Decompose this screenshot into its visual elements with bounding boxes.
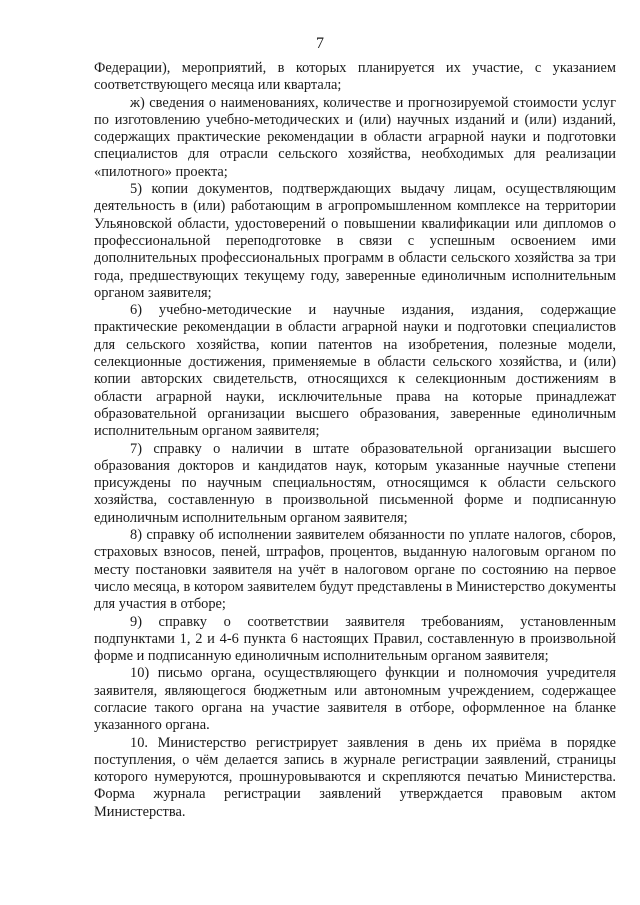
paragraph-item-10: 10) письмо органа, осуществляющего функции и полномочия учредителя заявителя, являющегося бюджетным или автономным учреждением, содержащее согласие такого органа на участие заявителя в отборе, оформленное на бланке указанного органа.	[94, 665, 616, 734]
paragraph-item-zh: ж) сведения о наименованиях, количестве и прогнозируемой стоимости услуг по изготовлению учебно-методических и (или) научных изданий и (или) изданий, содержащих практические рекомендации в области аграрной науки и подготовки специалистов для отрасли сельского хозяйства, необходимых для реализации «пилотного» проекта;	[94, 94, 616, 180]
paragraph-item-5: 5) копии документов, подтверждающих выдачу лицам, осуществляющим деятельность в (или) работающим в агропромышленном комплексе на территории Ульяновской области, удостоверений о повышении квалификации или дипломов о профессиональной переподготовке в связи с успешным освоением ими дополнительных профессиональных программ в области сельского хозяйства за три года, предшествующих текущему году, заверенные единоличным исполнительным органом заявителя;	[94, 181, 616, 301]
paragraph-continuation: Федерации), мероприятий, в которых планируется их участие, с указанием соответствующего месяца или квартала;	[94, 60, 616, 94]
document-body	[94, 60, 616, 821]
paragraph-clause-10: 10. Министерство регистрирует заявления в день их приёма в порядке поступления, о чём делается запись в журнале регистрации заявлений, страницы которого нумеруются, прошнуровываются и скрепляются печатью Министерства. Форма журнала регистрации заявлений утверждается правовым актом Министерства.	[94, 734, 616, 820]
page-number: 7	[316, 35, 324, 52]
paragraph-item-8: 8) справку об исполнении заявителем обязанности по уплате налогов, сборов, страховых взносов, пеней, штрафов, процентов, выданную налоговым органом по месту постановки заявителя на учёт в налоговом органе по состоянию на первое число месяца, в котором заявителем будут представлены в Министерство документы для участия в отборе;	[94, 527, 616, 613]
paragraph-item-6: 6) учебно-методические и научные издания, издания, содержащие практические рекомендации в области аграрной науки и подготовки специалистов для сельского хозяйства, копии патентов на изобретения, полезные модели, селекционные достижения, применяемые в области сельского хозяйства, и (или) копии авторских свидетельств, относящихся к селекционным достижениям в области аграрной науки, исключительные права на которые принадлежат образовательной организации высшего образования, заверенные единоличным исполнительным органом заявителя;	[94, 302, 616, 440]
paragraph-item-7: 7) справку о наличии в штате образовательной организации высшего образования докторов и кандидатов наук, которым указанные научные степени присуждены по научным специальностям, относящимся к области сельского хозяйства, составленную в произвольной письменной форме и подписанную единоличным исполнительным органом заявителя;	[94, 440, 616, 526]
paragraph-item-9: 9) справку о соответствии заявителя требованиям, установленным подпунктами 1, 2 и 4-6 пункта 6 настоящих Правил, составленную в произвольной форме и подписанную единоличным исполнительным органом заявителя;	[94, 613, 616, 665]
